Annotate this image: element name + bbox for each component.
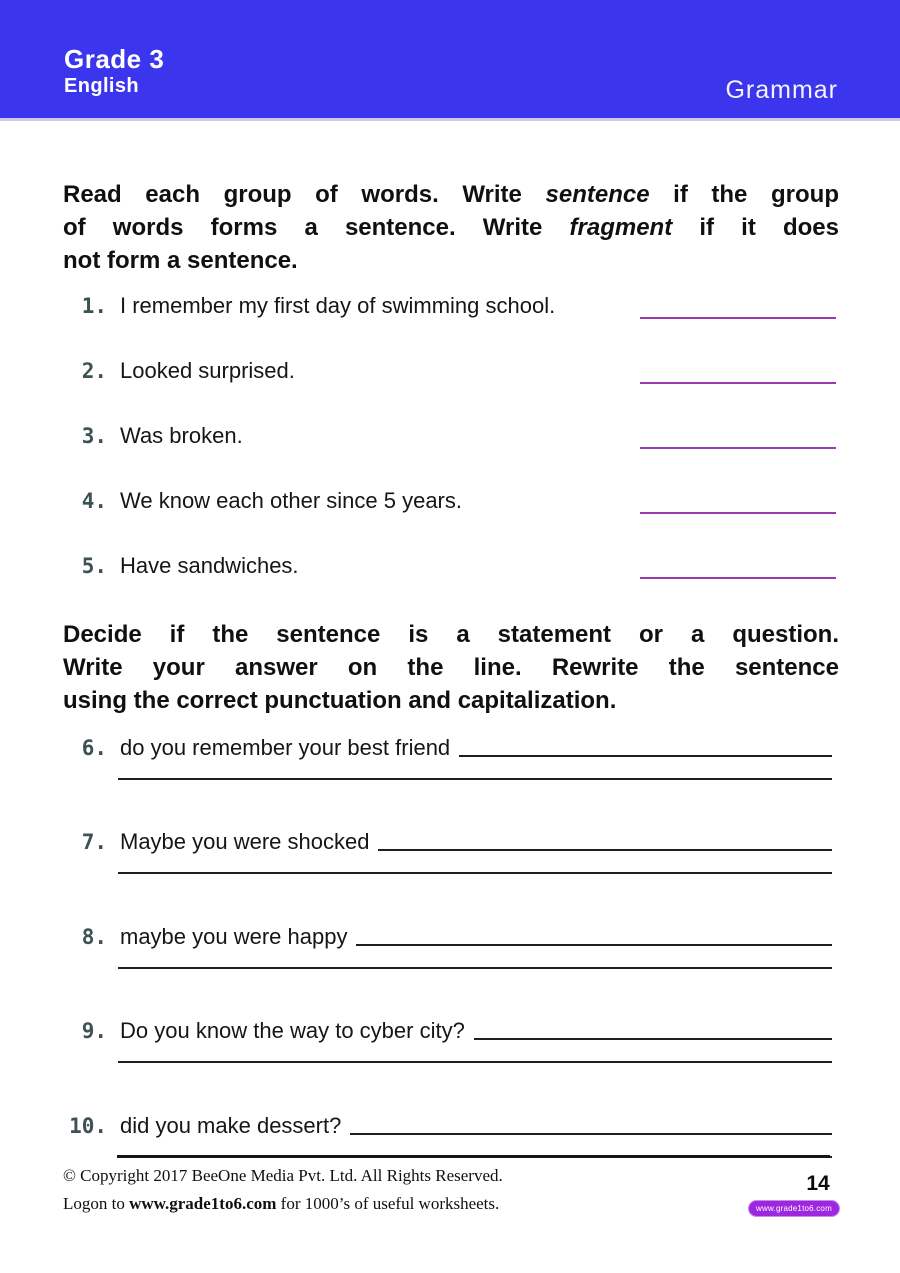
item-number: 10. — [69, 1114, 107, 1138]
answer-line — [640, 447, 836, 449]
item-number: 5. — [81, 554, 107, 578]
answer-line — [356, 922, 832, 946]
exercise2-item — [63, 1016, 832, 1068]
answer-line — [640, 382, 836, 384]
item-text: Was broken. — [120, 423, 243, 448]
answer-line — [640, 577, 836, 579]
answer-line — [640, 512, 836, 514]
item-text: Maybe you were shocked — [120, 829, 370, 854]
item-number: 6. — [81, 736, 107, 760]
item-number: 8. — [81, 925, 107, 949]
item-number: 7. — [81, 830, 107, 854]
item-number: 9. — [81, 1019, 107, 1043]
footer-divider — [117, 1155, 830, 1158]
item-number: 2. — [81, 359, 107, 383]
answer-line — [459, 733, 832, 757]
item-number: 4. — [81, 489, 107, 513]
topic-label: Grammar — [725, 76, 838, 104]
grade-label: Grade 3 — [64, 44, 165, 74]
site-url: www.grade1to6.com — [129, 1194, 277, 1213]
instructions2-line3: using the correct punctuation and capitalization. — [63, 687, 617, 714]
item-text: Do you know the way to cyber city? — [120, 1018, 465, 1043]
copyright-text: © Copyright 2017 BeeOne Media Pvt. Ltd. All Rights Reserved. — [63, 1166, 503, 1185]
answer-line — [640, 317, 836, 319]
item-text: do you remember your best friend — [120, 735, 451, 760]
instructions1-line3: not form a sentence. — [63, 247, 298, 274]
item-number: 3. — [81, 424, 107, 448]
exercise1-item — [63, 421, 839, 453]
instructions-block-2 — [63, 618, 839, 717]
item-text: Looked surprised. — [120, 358, 295, 383]
item-text: did you make dessert? — [120, 1113, 342, 1138]
answer-line — [378, 827, 832, 851]
page-number: 14 — [806, 1172, 830, 1195]
logon-text: Logon to www.grade1to6.com for 1000’s of useful worksheets. — [63, 1194, 500, 1213]
site-badge — [748, 1200, 840, 1217]
instructions2-line1: Decide if the sentence is a statement or a question. — [63, 621, 839, 648]
item-text: maybe you were happy — [120, 924, 348, 949]
answer-line-2 — [118, 778, 832, 780]
item-text: I remember my first day of swimming school. — [120, 293, 556, 318]
item-number: 1. — [81, 294, 107, 318]
subject-label: English — [64, 75, 140, 97]
answer-line — [474, 1016, 832, 1040]
site-badge-label: www.grade1to6.com — [756, 1203, 832, 1213]
exercise2-item — [63, 827, 832, 879]
instructions-block-1 — [63, 178, 839, 277]
exercise1-item — [63, 291, 839, 323]
answer-line-2 — [118, 1061, 832, 1063]
instructions2-line2: Write your answer on the line. Rewrite the sentence — [63, 654, 839, 681]
exercise1-item — [63, 551, 839, 583]
exercise1-item — [63, 356, 839, 388]
instructions1-line1: Read each group of words. Write sentence if the group — [63, 181, 839, 208]
answer-line-2 — [118, 967, 832, 969]
item-text: We know each other since 5 years. — [120, 488, 462, 513]
instructions1-line2: of words forms a sentence. Write fragment if it does — [63, 214, 839, 241]
header-banner — [0, 0, 900, 121]
answer-line-2 — [118, 872, 832, 874]
exercise2-item — [63, 733, 832, 785]
exercise1-item — [63, 486, 839, 518]
answer-line — [350, 1111, 832, 1135]
exercise2-item — [63, 922, 832, 974]
item-text: Have sandwiches. — [120, 553, 299, 578]
